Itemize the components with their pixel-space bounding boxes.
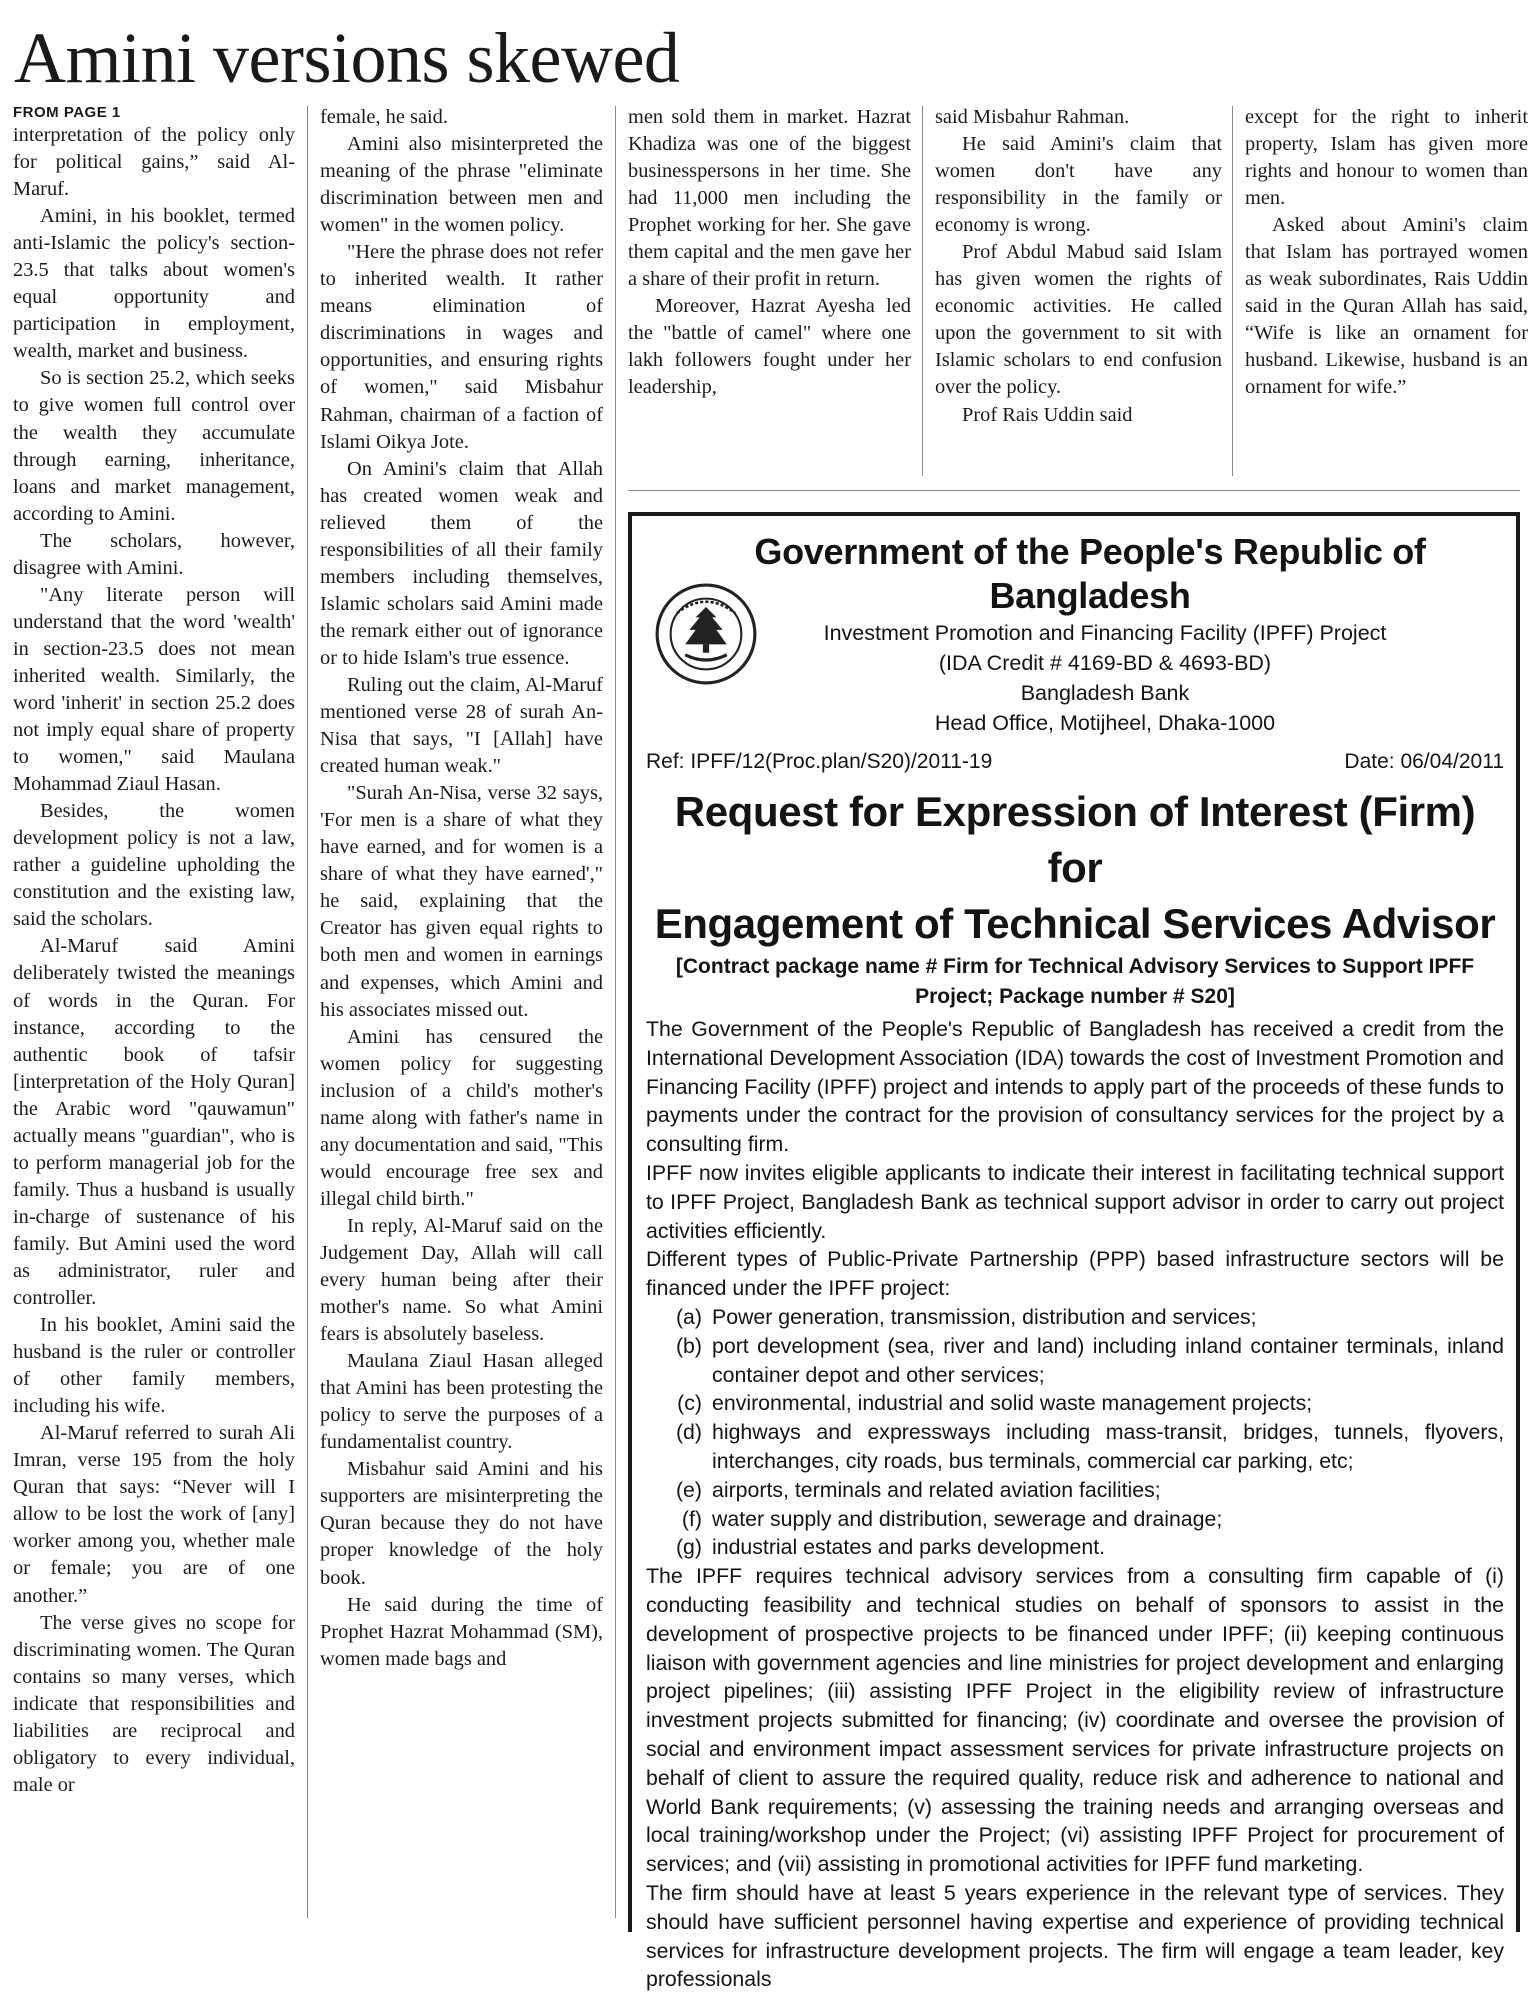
article-paragraph: The scholars, however, disagree with Amini. — [13, 529, 295, 579]
ad-address-line: Bangladesh Bank — [1020, 681, 1190, 705]
article-paragraph: "Here the phrase does not refer to inherited wealth. It rather means elimination of discriminations in wages and opportunities, and ensuring rights of women," said Misbahur Rahman, chairman of a faction of Islami Oikya Jote. — [320, 241, 603, 453]
ad-title-line-1: Request for Expression of Interest (Firm) — [674, 788, 1476, 835]
list-item-label: (c) — [677, 1391, 702, 1416]
ad-paragraph: The firm should have at least 5 years experience in the relevant type of services. They should have sufficient personnel having expertise and experience of providing technical services for infrastructure development projects. The firm will engage a team leader, key professionals — [646, 1880, 1504, 1992]
column-paragraphs — [13, 122, 295, 1799]
column-paragraphs — [1245, 104, 1528, 402]
ad-address-line: (IDA Credit # 4169-BD & 4693-BD) — [938, 651, 1272, 675]
article-paragraph: Moreover, Hazrat Ayesha led the "battle of camel" where one lakh followers fought under her leadership, — [628, 295, 911, 399]
ad-paragraph: The Government of the People's Republic of Bangladesh has received a credit from the International Development Association (IDA) towards the cost of Investment Promotion and Financing Facility (IPFF) project and intends to apply part of the proceeds of these funds to payments under the contract for the provision of consultancy services for the project by a consulting firm. — [646, 1017, 1504, 1157]
article-paragraph: except for the right to inherit property, Islam has given more rights and honour to women than men. — [1245, 106, 1528, 210]
article-paragraph: Amini has censured the women policy for suggesting inclusion of a child's mother's name along with father's name in any documentation and said, "This would encourage free sex and illegal child birth." — [320, 1025, 603, 1210]
bangladesh-bank-seal-icon — [654, 582, 758, 686]
list-item — [646, 1303, 1504, 1332]
article-paragraph: Amini, in his booklet, termed anti-Islamic the policy's section-23.5 that talks about women's equal opportunity and participation in employment, wealth, market and business. — [13, 205, 295, 363]
ad-package-info: [Contract package name # Firm for Technical Advisory Services to Support IPFF Project; Package number # S20] — [675, 955, 1475, 1008]
column-divider — [922, 106, 923, 476]
article-column-5 — [1245, 104, 1528, 474]
ad-government-title: Government of the People's Republic of Bangladesh — [754, 531, 1426, 616]
article-paragraph: Misbahur said Amini and his supporters are misinterpreting the Quran because they do not have proper knowledge of the holy book. — [320, 1458, 603, 1589]
list-item — [646, 1505, 1504, 1534]
article-column-1 — [13, 104, 295, 1916]
list-item — [646, 1476, 1504, 1505]
list-item-label: (b) — [675, 1333, 702, 1358]
article-paragraph: In his booklet, Amini said the husband is the ruler or controller of other family members, including his wife. — [13, 1314, 295, 1418]
column-paragraphs — [628, 104, 911, 402]
article-paragraph: Al-Maruf referred to surah Ali Imran, verse 195 from the holy Quran that says: “Never will I allow to be lost the work of [any] worker among you, whether male or female; you are of one another.” — [13, 1422, 295, 1607]
article-paragraph: interpretation of the policy only for political gains,” said Al-Maruf. — [13, 124, 295, 201]
advertisement-box — [628, 512, 1520, 1992]
article-paragraph: men sold them in market. Hazrat Khadiza was one of the biggest businesspersons in her time. She had 11,000 men including the Prophet working for her. She gave them capital and the men gave her a share of their profit in return. — [628, 106, 911, 291]
list-item-label: (g) — [675, 1535, 702, 1560]
ad-paragraph: The IPFF requires technical advisory services from a consulting firm capable of (i) conducting feasibility and technical studies on behalf of sponsors to assist in the development of prospective projects to be financed under IPFF; (ii) keeping continuous liaison with government agencies and line ministries for project development and enlarging project pipelines; (iii) assisting IPFF Project in the eligibility review of infrastructure investment projects submitted for financing; (iv) coordinate and oversee the provision of social and environment impact assessment services for private infrastructure projects on behalf of client to assure the required quality, reduce risk and adherence to national and World Bank requirements; (v) assessing the training needs and arranging overseas and local training/workshop under the Project; (vi) assisting IPFF Project for procurement of services; and (vii) assisting in promotional activities for IPFF fund marketing. — [646, 1564, 1504, 1877]
ad-reference-number: Ref: IPFF/12(Proc.plan/S20)/2011-19 — [646, 750, 993, 773]
ad-date: Date: 06/04/2011 — [1344, 750, 1504, 773]
article-column-2 — [320, 104, 603, 1916]
list-item-label: (d) — [675, 1420, 702, 1445]
list-item — [646, 1332, 1504, 1390]
article-paragraph: Al-Maruf said Amini deliberately twisted the meanings of words in the Quran. For instance, according to the authentic book of tafsir [interpretation of the Holy Quran] the Arabic word "qauwamun" actually means "guardian", who is to perform managerial job for the family. Thus a husband is usually in-charge of sustenance of his family. But Amini used the word as administrator, ruler and controller. — [13, 935, 295, 1310]
list-item-text: Power generation, transmission, distribution and services; — [712, 1304, 1257, 1329]
article-paragraph: Maulana Ziaul Hasan alleged that Amini has been protesting the policy to serve the purposes of a fundamentalist country. — [320, 1350, 603, 1454]
list-item-text: industrial estates and parks development. — [712, 1535, 1106, 1560]
article-paragraph: said Misbahur Rahman. — [935, 106, 1130, 128]
ad-paragraph: Different types of Public-Private Partnership (PPP) based infrastructure sectors will be financed under the IPFF project: — [646, 1247, 1504, 1301]
article-paragraph: Amini also misinterpreted the meaning of the phrase "eliminate discrimination between men and women" in the women policy. — [320, 133, 603, 237]
ad-title-line-3: Engagement of Technical Services Advisor — [654, 900, 1496, 947]
article-column-3 — [628, 104, 911, 474]
article-paragraph: Ruling out the claim, Al-Maruf mentioned verse 28 of surah An-Nisa that says, "I [Allah] have created human weak." — [320, 673, 603, 778]
article-paragraph: Asked about Amini's claim that Islam has portrayed women as weak subordinates, Rais Uddin said in the Quran Allah has said, “Wife is like an ornament for husband. Likewise, husband is an ornament for wife.” — [1245, 214, 1528, 399]
ad-title-line-2: for — [1047, 844, 1103, 891]
ad-ref-row — [646, 748, 1504, 776]
list-item-text: airports, terminals and related aviation facilities; — [712, 1477, 1161, 1502]
article-paragraph: female, he said. — [320, 106, 448, 128]
list-item-text: water supply and distribution, sewerage and drainage; — [712, 1506, 1223, 1531]
article-paragraph: So is section 25.2, which seeks to give women full control over the wealth they accumulate through earning, inheritance, loans and market management, according to Amini. — [13, 367, 295, 525]
article-paragraph: "Surah An-Nisa, verse 32 says, 'For men is a share of what they have earned, and for women is a share of what they have earned'," he said, explaining that the Creator has given equal rights to both men and women in earnings and expenses, which Amini and his associates missed out. — [320, 782, 603, 1021]
ad-address-lines — [706, 618, 1504, 738]
from-page-label: FROM PAGE 1 — [13, 104, 121, 121]
list-item-text: highways and expressways including mass-transit, bridges, tunnels, flyovers, interchanges, city roads, bus terminals, commercial car parking, etc; — [712, 1420, 1504, 1473]
ad-body — [646, 1015, 1504, 1994]
article-paragraph: The verse gives no scope for discriminating women. The Quran contains so many verses, which indicate that responsibilities and liabilities are reciprocal and obligatory to every individual, male or — [13, 1611, 295, 1796]
article-paragraph: On Amini's claim that Allah has created women weak and relieved them of the responsibilities of all their family members including themselves, Islamic scholars said Amini made the remark either out of ignorance or to hide Islam's true essence. — [320, 457, 603, 669]
list-item — [646, 1418, 1504, 1476]
ad-top-rule — [628, 490, 1520, 491]
column-divider — [615, 106, 616, 1918]
list-item-label: (a) — [675, 1304, 702, 1329]
ad-address-line: Head Office, Motijheel, Dhaka-1000 — [934, 711, 1276, 735]
column-divider — [307, 106, 308, 1918]
list-item-text: environmental, industrial and solid waste management projects; — [712, 1391, 1313, 1416]
article-paragraph: Prof Abdul Mabud said Islam has given women the rights of economic activities. He called upon the government to sit with Islamic scholars to end confusion over the policy. — [935, 241, 1222, 399]
list-item-label: (e) — [675, 1477, 702, 1502]
headline: Amini versions skewed — [14, 18, 680, 98]
list-item-text: port development (sea, river and land) including inland container terminals, inland container depot and other services; — [712, 1333, 1504, 1387]
article-paragraph: In reply, Al-Maruf said on the Judgement Day, Allah will call every human being after their mother's name. So what Amini fears is absolutely baseless. — [320, 1214, 603, 1346]
column-divider — [1232, 106, 1233, 476]
column-paragraphs — [320, 104, 603, 1673]
list-item-label: (f) — [681, 1506, 702, 1531]
column-paragraphs — [935, 104, 1222, 429]
list-item — [646, 1533, 1504, 1562]
article-paragraph: He said Amini's claim that women don't have any responsibility in the family or economy is wrong. — [935, 133, 1222, 237]
article-column-4 — [935, 104, 1222, 474]
ad-title — [646, 784, 1504, 952]
article-paragraph: "Any literate person will understand that the word 'wealth' in section-23.5 does not mean inherited wealth. Similarly, the word 'inherit' in section 25.2 does not imply equal share of property to women," said Maulana Mohammad Ziaul Hasan. — [13, 583, 295, 796]
ad-address-line: Investment Promotion and Financing Facility (IPFF) Project — [823, 621, 1387, 645]
article-paragraph: Prof Rais Uddin said — [962, 403, 1133, 426]
list-item — [646, 1389, 1504, 1418]
ad-sector-list — [646, 1303, 1504, 1562]
article-paragraph: Besides, the women development policy is not a law, rather a guideline upholding the constitution and the existing law, said the scholars. — [13, 800, 295, 931]
ad-paragraph: IPFF now invites eligible applicants to indicate their interest in facilitating technical support to IPFF Project, Bangladesh Bank as technical support advisor in order to carry out project activities efficiently. — [646, 1160, 1504, 1243]
article-paragraph: He said during the time of Prophet Hazrat Mohammad (SM), women made bags and — [320, 1593, 603, 1670]
